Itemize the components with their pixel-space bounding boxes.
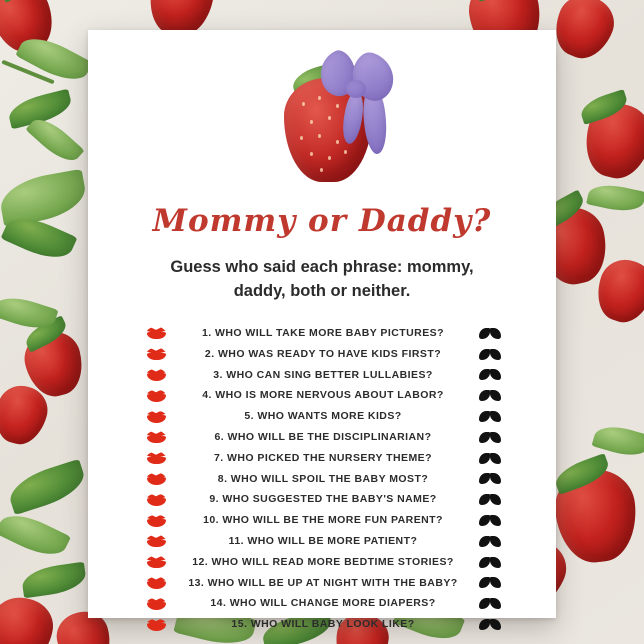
lips-answer-marker[interactable] <box>136 323 176 344</box>
question-row: 2. WHO WAS READY TO HAVE KIDS FIRST? <box>204 347 442 360</box>
lips-icon <box>147 535 166 547</box>
question-row: 5. WHO WANTS MORE KIDS? <box>244 410 402 423</box>
lips-answer-marker[interactable] <box>136 531 176 552</box>
lips-icon <box>147 494 166 506</box>
mustache-answer-marker[interactable] <box>470 427 510 448</box>
lips-answer-marker[interactable] <box>136 552 176 573</box>
lips-answer-marker[interactable] <box>136 593 176 614</box>
questions-list <box>180 323 466 635</box>
question-row: 11. WHO WILL BE MORE PATIENT? <box>228 534 418 547</box>
question-row: 1. WHO WILL TAKE MORE BABY PICTURES? <box>202 327 444 339</box>
mustache-answer-marker[interactable] <box>470 573 510 594</box>
mustache-icon <box>479 349 501 360</box>
lips-answer-marker[interactable] <box>136 406 176 427</box>
mustache-answer-marker[interactable] <box>470 323 510 344</box>
mustache-icon <box>479 453 501 464</box>
lips-answer-marker[interactable] <box>136 344 176 365</box>
mustache-icon <box>479 619 501 630</box>
mustache-answer-marker[interactable] <box>470 385 510 406</box>
lips-answer-marker[interactable] <box>136 427 176 448</box>
lips-icon <box>147 473 166 485</box>
lips-answer-marker[interactable] <box>136 469 176 490</box>
mustache-answer-marker[interactable] <box>470 531 510 552</box>
question-row: 3. WHO CAN SING BETTER LULLABIES? <box>213 368 433 381</box>
mustache-answer-marker[interactable] <box>470 489 510 510</box>
mustache-answer-marker[interactable] <box>470 344 510 365</box>
mustache-icon <box>479 432 501 443</box>
lips-icon <box>147 327 166 339</box>
mustache-icon <box>479 536 501 547</box>
lips-answer-marker[interactable] <box>136 573 176 594</box>
mustache-icon <box>479 494 501 505</box>
strawberry-with-bow-illustration <box>88 30 556 205</box>
mustache-answer-marker[interactable] <box>470 510 510 531</box>
lips-icon <box>147 556 166 568</box>
lips-answer-marker[interactable] <box>136 510 176 531</box>
lips-answer-marker[interactable] <box>136 614 176 635</box>
question-row: 10. WHO WILL BE THE MORE FUN PARENT? <box>203 514 443 527</box>
lips-answer-marker[interactable] <box>136 448 176 469</box>
lips-answer-marker[interactable] <box>136 385 176 406</box>
question-row: 12. WHO WILL READ MORE BEDTIME STORIES? <box>192 555 454 568</box>
lips-icon <box>147 390 166 402</box>
mustache-answer-marker[interactable] <box>470 614 510 635</box>
mustache-answer-marker[interactable] <box>470 365 510 386</box>
question-row: 15. WHO WILL BABY LOOK LIKE? <box>231 618 415 631</box>
mustache-icon <box>479 411 501 422</box>
mustache-icon <box>479 557 501 568</box>
lips-icon <box>147 598 166 610</box>
page-subtitle: Guess who said each phrase: mommy, daddy, both or neither. <box>170 258 474 300</box>
mustache-icon <box>479 515 501 526</box>
page-title: Mommy or Daddy? <box>152 203 492 239</box>
mustache-icon <box>479 473 501 484</box>
question-row: 4. WHO IS MORE NERVOUS ABOUT LABOR? <box>202 389 444 402</box>
mustache-icon <box>479 369 501 380</box>
mustache-answer-marker[interactable] <box>470 406 510 427</box>
mustache-icon-column <box>470 323 510 635</box>
mustache-answer-marker[interactable] <box>470 469 510 490</box>
mustache-icon <box>479 598 501 609</box>
question-row: 13. WHO WILL BE UP AT NIGHT WITH THE BABY? <box>188 576 458 589</box>
question-row: 14. WHO WILL CHANGE MORE DIAPERS? <box>210 597 436 610</box>
mustache-answer-marker[interactable] <box>470 593 510 614</box>
mustache-icon <box>479 577 501 588</box>
lips-icon <box>147 619 166 631</box>
question-row: 8. WHO WILL SPOIL THE BABY MOST? <box>217 472 429 485</box>
lips-icon <box>147 452 166 464</box>
mustache-answer-marker[interactable] <box>470 448 510 469</box>
lips-icon <box>147 369 166 381</box>
lips-icon <box>147 577 166 589</box>
question-row: 6. WHO WILL BE THE DISCIPLINARIAN? <box>214 430 432 443</box>
mustache-icon <box>479 328 501 339</box>
ribbon-knot-icon <box>346 80 366 98</box>
mustache-answer-marker[interactable] <box>470 552 510 573</box>
question-row: 9. WHO SUGGESTED THE BABY'S NAME? <box>209 493 437 506</box>
question-row: 7. WHO PICKED THE NURSERY THEME? <box>213 451 432 464</box>
lips-icon-column <box>136 323 176 635</box>
lips-icon <box>147 348 166 360</box>
mustache-icon <box>479 390 501 401</box>
lips-answer-marker[interactable] <box>136 489 176 510</box>
lips-icon <box>147 431 166 443</box>
questions-area <box>88 323 556 643</box>
lips-icon <box>147 411 166 423</box>
game-card <box>88 30 556 631</box>
lips-icon <box>147 515 166 527</box>
lips-answer-marker[interactable] <box>136 365 176 386</box>
